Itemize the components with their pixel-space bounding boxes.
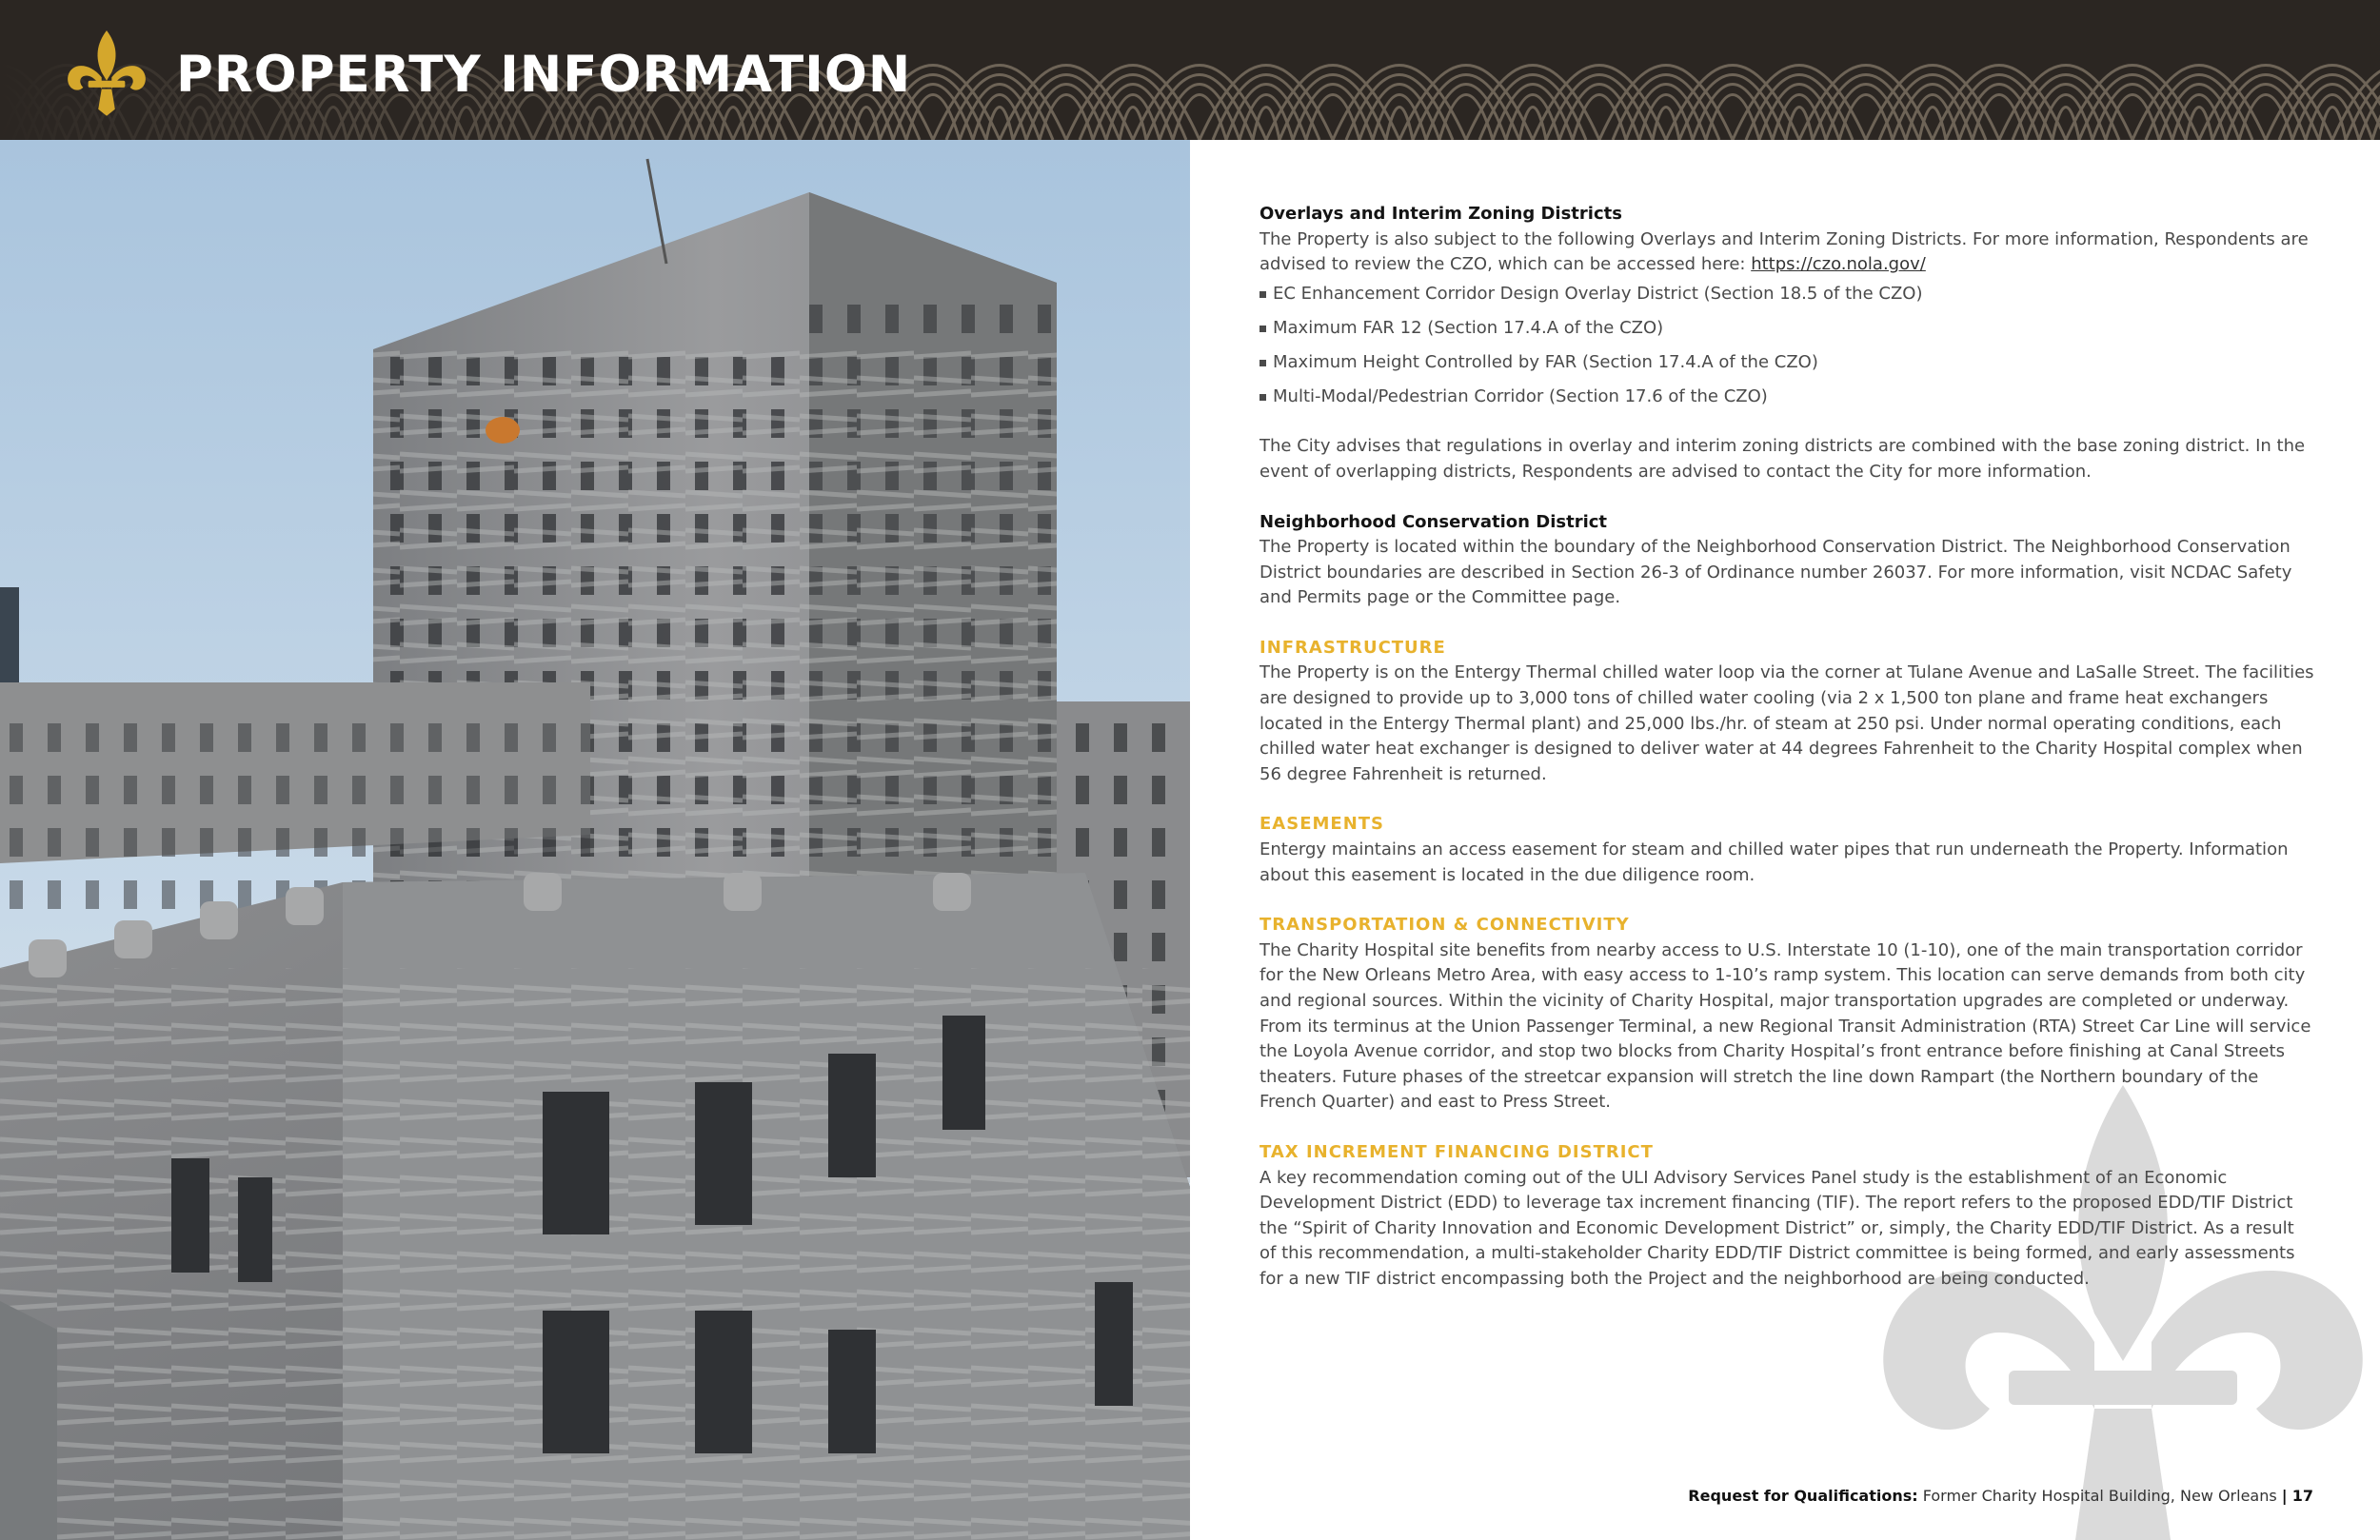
charity-hospital-illustration <box>0 140 1190 1540</box>
infrastructure-body: The Property is on the Entergy Thermal chilled water loop via the corner at Tulane Avenue and LaSalle Street. The facilities are designed to provide up to 3,000 tons of chilled water cooling (via 2 x 1,500 ton plane and frame heat exchangers located in the Entergy Thermal plant) and 25,000 lbs./hr. of steam at 250 psi. Under normal operating conditions, each chilled water heat exchanger is designed to deliver water at 44 degrees Fahrenheit to the Charity Hospital complex when 56 degree Fahrenheit is returned. <box>1259 662 2314 784</box>
footer-label: Request for Qualifications: <box>1688 1487 1918 1505</box>
overlays-intro <box>1259 227 2314 278</box>
neighborhood-heading: Neighborhood Conservation District <box>1259 511 1608 532</box>
neighborhood-body: The Property is located within the boundary of the Neighborhood Conservation District. The Neighborhood Conservation District boundaries are described in Section 26-3 of Ordinance number 26037. For more information, visit NCDAC Safety and Permits page or the Committee page. <box>1259 537 2292 608</box>
transportation-body: The Charity Hospital site benefits from nearby access to U.S. Interstate 10 (1-10), one of the main transportation corridor for the New Orleans Metro Area, with easy access to 1-10’s ramp system. This location can serve demands from both city and regional sources. Within the vicinity of Charity Hospital, major transportation upgrades are completed or underway. From its terminus at the Union Passenger Terminal, a new Regional Transit Administration (RTA) Street Car Line will service the Loyola Avenue corridor, and stop two blocks from Charity Hospital’s front entrance before finishing at Canal Streets theaters. Future phases of the streetcar expansion will stretch the line down Rampart (the Northern boundary of the French Quarter) and east to Press Street. <box>1259 939 2311 1113</box>
overlays-list <box>1259 282 2314 410</box>
footer-separator: | <box>2281 1487 2288 1505</box>
overlays-note: The City advises that regulations in overlay and interim zoning districts are combined with the base zoning district. In the event of overlapping districts, Respondents are advised to contact the City for more information. <box>1259 436 2306 482</box>
easements-heading: EASEMENTS <box>1259 814 1385 835</box>
page-footer <box>1688 1487 2313 1505</box>
transportation-heading: TRANSPORTATION & CONNECTIVITY <box>1259 915 1630 936</box>
czo-link[interactable]: https://czo.nola.gov/ <box>1751 254 1926 275</box>
main-content <box>1259 202 2314 1317</box>
infrastructure-heading: INFRASTRUCTURE <box>1259 637 1446 658</box>
bullet-square-icon <box>1259 360 1266 366</box>
list-item: Maximum FAR 12 (Section 17.4.A of the CZO) <box>1259 316 2314 342</box>
overlays-heading: Overlays and Interim Zoning Districts <box>1259 204 1622 224</box>
easements-body: Entergy maintains an access easement for steam and chilled water pipes that run underneath the Property. Information about this easement is located in the due diligence room. <box>1259 839 2289 885</box>
list-item: EC Enhancement Corridor Design Overlay District (Section 18.5 of the CZO) <box>1259 282 2314 307</box>
page-header <box>0 0 2380 140</box>
bullet-square-icon <box>1259 291 1266 298</box>
page-number: 17 <box>2291 1487 2313 1505</box>
building-photo <box>0 140 1190 1540</box>
bullet-square-icon <box>1259 394 1266 401</box>
bullet-square-icon <box>1259 326 1266 332</box>
footer-document: Former Charity Hospital Building, New Orleans <box>1922 1487 2277 1505</box>
tif-heading: TAX INCREMENT FINANCING DISTRICT <box>1259 1141 1654 1162</box>
fleur-de-lis-icon <box>65 29 149 116</box>
list-item: Maximum Height Controlled by FAR (Section 17.4.A of the CZO) <box>1259 350 2314 376</box>
page-title: PROPERTY INFORMATION <box>176 46 912 104</box>
list-item: Multi-Modal/Pedestrian Corridor (Section 17.6 of the CZO) <box>1259 385 2314 410</box>
tif-body: A key recommendation coming out of the ULI Advisory Services Panel study is the establishment of an Economic Development District (EDD) to leverage tax increment financing (TIF). The report refers to the proposed EDD/TIF District the “Spirit of Charity Innovation and Economic Development District” or, simply, the Charity EDD/TIF District. As a result of this recommendation, a multi-stakeholder Charity EDD/TIF District committee is being formed, and early assessments for a new TIF district encompassing both the Project and the neighborhood are being conducted. <box>1259 1167 2295 1289</box>
overlays-intro-text: The Property is also subject to the following Overlays and Interim Zoning Districts. For more information, Respondents are advised to review the CZO, which can be accessed here: <box>1259 228 2309 275</box>
